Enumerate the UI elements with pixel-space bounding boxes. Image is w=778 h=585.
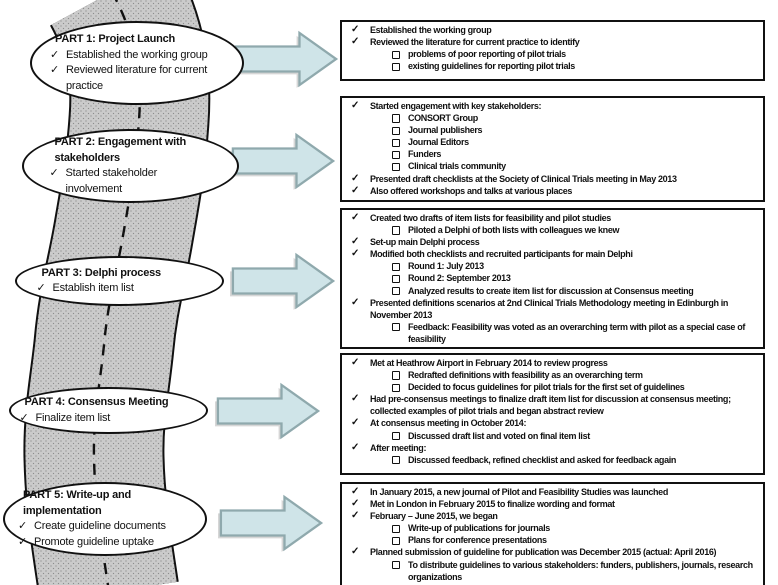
checkbox-bullet-icon: [392, 525, 400, 533]
flow-arrow-part3: [230, 252, 336, 310]
box-item-text: Journal Editors: [408, 137, 469, 148]
checkbox-bullet-icon: [392, 537, 400, 545]
box-item-text: Set-up main Delphi process: [370, 237, 480, 248]
oval-item-text: Reviewed literature for current practice: [66, 64, 208, 92]
box-item: [342, 417, 760, 429]
box-item-text: Write-up of publications for journals: [408, 523, 550, 534]
flow-arrow-part2: [230, 132, 336, 190]
box-item: [342, 212, 760, 224]
box-item-text: Presented draft checklists at the Society of Clinical Trials meeting in May 2013: [370, 173, 677, 184]
flow-arrow-part1: [233, 30, 339, 88]
oval-check-item: [15, 519, 195, 535]
oval-item-text: Started stakeholder involvement: [65, 167, 158, 195]
box-item: [342, 510, 760, 522]
box-item-text: Planned submission of guideline for publication was December 2015 (actual: April 2016): [370, 547, 717, 558]
arrow-icon: [221, 497, 321, 549]
checkbox-bullet-icon: [392, 127, 400, 135]
box-item-text: At consensus meeting in October 2014:: [370, 418, 527, 429]
checkbox-bullet-icon: [392, 275, 400, 283]
stage-oval-items: [47, 166, 215, 197]
box-item-text: Reviewed the literature for current practice to identify: [370, 37, 580, 48]
oval-check-item: [17, 411, 201, 427]
box-item-text: CONSORT Group: [408, 113, 478, 124]
check-icon: ✓: [36, 282, 46, 294]
box-item-text: Journal publishers: [408, 125, 483, 136]
box-item-text: Round 1: July 2013: [408, 261, 484, 272]
box-item: [342, 236, 760, 248]
check-icon: ✓: [18, 535, 28, 548]
checkbox-bullet-icon: [392, 384, 400, 392]
checkbox-bullet-icon: [392, 139, 400, 147]
box-subitem: [342, 321, 760, 345]
stage-title: PART 5: Write-up and implementation: [23, 489, 132, 517]
stage-oval-part4: [9, 387, 208, 434]
arrow-icon: [218, 385, 318, 437]
check-icon: ✓: [351, 296, 360, 308]
box-item: [342, 248, 760, 260]
check-icon: ✓: [351, 100, 360, 111]
box-item-text: Had pre-consensus meetings to finalize draft item list for discussion at consensus meeting; collected examples of pilot trials and began abstract review: [370, 394, 731, 417]
check-icon: ✓: [351, 357, 360, 368]
box-subitem: [342, 272, 760, 284]
box-subitem: [342, 60, 760, 72]
stage-oval-items: [34, 281, 206, 297]
check-icon: ✓: [351, 184, 360, 196]
box-item-text: In January 2015, a new journal of Pilot and Feasibility Studies was launched: [370, 487, 668, 497]
box-item-text: Created two drafts of item lists for feasibility and pilot studies: [370, 213, 611, 223]
stage-oval-part3: [15, 256, 224, 306]
check-icon: ✓: [351, 417, 360, 429]
checkbox-bullet-icon: [392, 561, 400, 569]
box-subitem: [342, 430, 760, 442]
check-icon: ✓: [351, 236, 360, 248]
detail-box-items: [342, 212, 760, 345]
detail-box-part3: [340, 208, 765, 349]
box-item-text: Decided to focus guidelines for pilot trials for the first set of guidelines: [408, 382, 685, 393]
stage-title: PART 2: Engagement with stakeholders: [54, 136, 186, 164]
box-item: [342, 498, 760, 510]
arrow-icon: [233, 255, 333, 307]
box-item-text: problems of poor reporting of pilot trials: [408, 49, 566, 60]
oval-check-item: [34, 281, 206, 297]
stage-oval-items: [15, 519, 195, 550]
box-subitem: [342, 381, 760, 393]
oval-check-item: [47, 48, 227, 64]
checkbox-bullet-icon: [392, 51, 400, 59]
detail-box-part1: [340, 20, 765, 81]
stage-title: PART 1: Project Launch: [55, 33, 176, 45]
box-item-text: Started engagement with key stakeholders:: [370, 101, 542, 111]
check-icon: ✓: [351, 36, 360, 48]
box-item: [342, 173, 760, 185]
box-item-text: existing guidelines for reporting pilot trials: [408, 61, 575, 72]
box-item-text: After meeting:: [370, 442, 427, 453]
checkbox-bullet-icon: [392, 226, 400, 234]
detail-box-part4: [340, 353, 765, 475]
oval-item-text: Established the working group: [66, 48, 208, 61]
stage-oval-part2: [22, 129, 239, 203]
check-icon: ✓: [351, 212, 360, 223]
box-item-text: Funders: [408, 149, 442, 160]
check-icon: ✓: [18, 520, 28, 532]
box-item-text: To distribute guidelines to various stakeholders: funders, publishers, journals, research organizations: [408, 559, 753, 582]
stage-oval-items: [17, 411, 201, 427]
oval-item-text: Create guideline documents: [34, 520, 166, 532]
box-subitem: [342, 285, 760, 297]
checkbox-bullet-icon: [392, 63, 400, 71]
detail-box-items: [342, 24, 760, 72]
box-item-text: Met in London in February 2015 to finalize wording and format: [370, 499, 615, 510]
box-item-text: Clinical trials community: [408, 161, 506, 172]
box-subitem: [342, 559, 760, 583]
check-icon: ✓: [50, 48, 60, 61]
checkbox-bullet-icon: [392, 371, 400, 379]
checkbox-bullet-icon: [392, 456, 400, 464]
flow-arrow-part5: [218, 494, 324, 552]
box-item-text: Modified both checklists and recruited participants for main Delphi: [370, 249, 633, 260]
stage-oval-part5: [3, 482, 207, 556]
stage-oval-part1: [30, 21, 244, 105]
box-item: [342, 393, 760, 417]
check-icon: ✓: [351, 546, 360, 558]
box-item: [342, 486, 760, 498]
checkbox-bullet-icon: [392, 114, 400, 122]
check-icon: ✓: [351, 248, 360, 260]
checkbox-bullet-icon: [392, 151, 400, 159]
box-subitem: [342, 260, 760, 272]
box-subitem: [342, 148, 760, 160]
box-subitem: [342, 454, 760, 466]
check-icon: ✓: [351, 393, 360, 405]
arrow-icon: [233, 135, 333, 187]
oval-check-item: [47, 63, 227, 94]
detail-box-items: [342, 486, 760, 583]
box-subitem: [342, 369, 760, 381]
detail-box-part2: [340, 96, 765, 202]
box-item-text: Also offered workshops and talks at various places: [370, 185, 573, 196]
check-icon: ✓: [351, 486, 360, 497]
check-icon: ✓: [50, 64, 60, 76]
arrow-icon: [236, 33, 336, 85]
oval-check-item: [47, 166, 215, 197]
box-subitem: [342, 534, 760, 546]
box-item-text: Established the working group: [370, 25, 492, 35]
oval-item-text: Finalize item list: [35, 411, 111, 424]
check-icon: ✓: [351, 24, 360, 35]
box-item: [342, 297, 760, 321]
detail-box-part5: [340, 482, 765, 585]
checkbox-bullet-icon: [392, 323, 400, 331]
box-subitem: [342, 112, 760, 124]
detail-box-items: [342, 357, 760, 466]
check-icon: ✓: [351, 441, 360, 453]
oval-check-item: [15, 535, 195, 551]
flow-arrow-part4: [215, 382, 321, 440]
box-subitem: [342, 522, 760, 534]
box-item-text: Round 2: September 2013: [408, 273, 511, 284]
oval-item-text: Establish item list: [52, 282, 134, 294]
box-item-text: Redrafted definitions with feasibility as an overarching term: [408, 370, 643, 381]
box-item-text: Presented definitions scenarios at 2nd Clinical Trials Methodology meeting in Edinburgh in November 2013: [370, 297, 729, 320]
box-item: [342, 24, 760, 36]
box-item-text: Discussed draft list and voted on final item list: [408, 430, 590, 441]
check-icon: ✓: [351, 510, 360, 522]
box-subitem: [342, 224, 760, 236]
checkbox-bullet-icon: [392, 263, 400, 271]
box-item-text: Analyzed results to create item list for discussion at Consensus meeting: [408, 285, 694, 296]
box-item: [342, 185, 760, 197]
box-item: [342, 357, 760, 369]
box-item-text: Plans for conference presentations: [408, 535, 547, 546]
stage-title: PART 3: Delphi process: [41, 266, 161, 279]
checkbox-bullet-icon: [392, 287, 400, 295]
box-item: [342, 546, 760, 558]
check-icon: ✓: [351, 498, 360, 510]
stage-oval-items: [47, 48, 227, 95]
box-item-text: February – June 2015, we began: [370, 511, 498, 522]
box-item: [342, 100, 760, 112]
box-item: [342, 442, 760, 454]
box-item: [342, 36, 760, 48]
box-item-text: Piloted a Delphi of both lists with colleagues we knew: [408, 225, 620, 236]
detail-box-items: [342, 100, 760, 197]
box-subitem: [342, 136, 760, 148]
box-subitem: [342, 48, 760, 60]
checkbox-bullet-icon: [392, 163, 400, 171]
check-icon: ✓: [49, 167, 59, 179]
box-item-text: Met at Heathrow Airport in February 2014 to review progress: [370, 358, 608, 368]
box-item-text: Feedback: Feasibility was voted as an overarching term with pilot as a special case of feasibility: [408, 321, 746, 344]
oval-item-text: Promote guideline uptake: [34, 535, 154, 548]
box-item-text: Discussed feedback, refined checklist and asked for feedback again: [408, 454, 677, 465]
checkbox-bullet-icon: [392, 432, 400, 440]
box-subitem: [342, 160, 760, 172]
box-subitem: [342, 124, 760, 136]
stage-title: PART 4: Consensus Meeting: [24, 396, 169, 408]
check-icon: ✓: [19, 411, 29, 424]
check-icon: ✓: [351, 172, 360, 184]
